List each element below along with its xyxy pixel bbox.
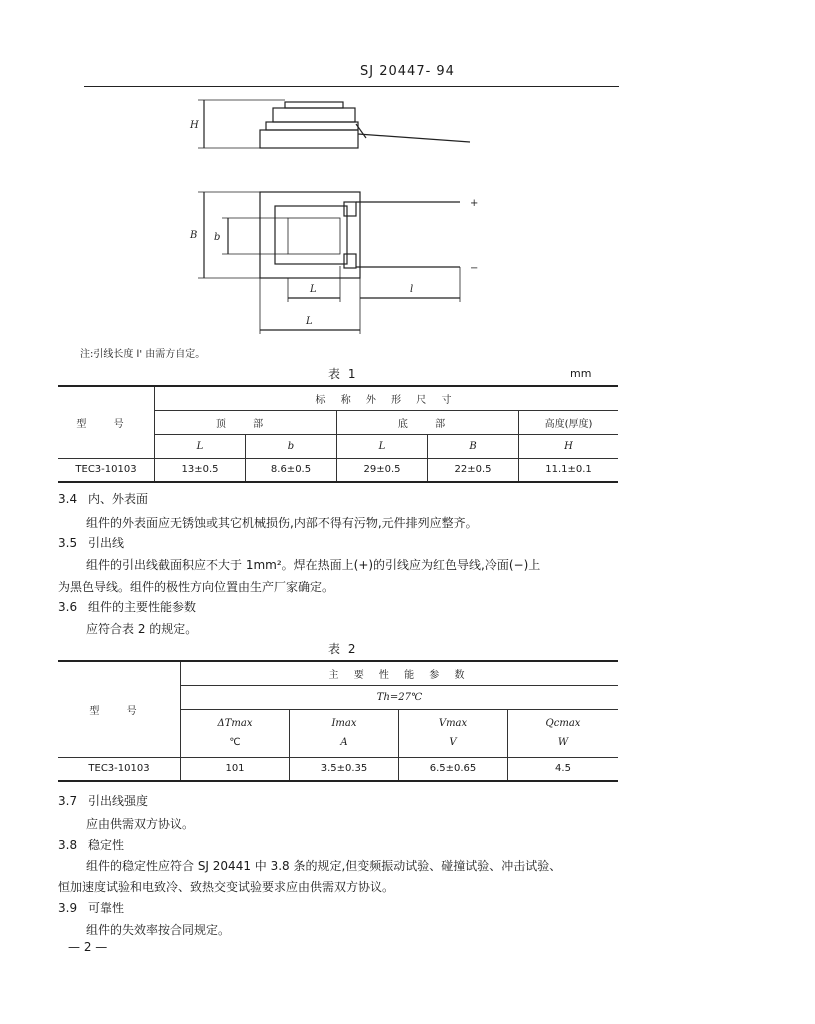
table1-sub-L-bottom: L bbox=[337, 434, 428, 458]
section-3-4-heading bbox=[58, 490, 148, 507]
section-3-8-text-line2: 恒加速度试验和电致冷、致热交变试验要求应由供需双方协议。 bbox=[58, 880, 395, 894]
table1-cell: 13±0.5 bbox=[155, 458, 246, 482]
label-L-top: L bbox=[310, 284, 317, 295]
table1-model: TEC3-10103 bbox=[58, 458, 155, 482]
label-B: B bbox=[190, 230, 198, 241]
table2-model: TEC3-10103 bbox=[58, 757, 181, 781]
table-row bbox=[58, 458, 618, 482]
section-number: 3.6 bbox=[58, 600, 78, 614]
table1-bottom-header: 底 部 bbox=[337, 410, 519, 434]
side-view-base bbox=[260, 130, 358, 148]
table1-group-header: 标 称 外 形 尺 寸 bbox=[155, 386, 619, 410]
section-title: 组件的主要性能参数 bbox=[88, 600, 197, 614]
table2-model-header: 型 号 bbox=[58, 661, 181, 757]
document-code: SJ 20447- 94 bbox=[360, 64, 455, 79]
table2-param-qcmax bbox=[508, 709, 619, 757]
section-3-9-heading bbox=[58, 899, 124, 916]
label-L-bottom: L bbox=[306, 316, 313, 327]
param-unit: W bbox=[557, 737, 569, 748]
label-plus: + bbox=[470, 198, 479, 209]
table2-caption: 表 2 bbox=[328, 642, 358, 656]
label-lead-length: l bbox=[410, 284, 414, 295]
param-name: Vmax bbox=[438, 718, 468, 729]
table1-sub-B: B bbox=[428, 434, 519, 458]
side-view-top-plate bbox=[285, 102, 343, 108]
section-title: 内、外表面 bbox=[88, 492, 149, 506]
section-title: 引出线 bbox=[88, 536, 125, 550]
section-3-8-heading bbox=[58, 836, 124, 853]
param-name: ΔTmax bbox=[217, 718, 253, 729]
section-3-9-text: 组件的失效率按合同规定。 bbox=[86, 923, 231, 937]
section-number: 3.4 bbox=[58, 492, 78, 506]
section-number: 3.5 bbox=[58, 536, 78, 550]
table1-unit: mm bbox=[570, 367, 592, 380]
param-name: Qcmax bbox=[545, 718, 581, 729]
section-number: 3.9 bbox=[58, 901, 78, 915]
section-title: 引出线强度 bbox=[88, 794, 149, 808]
section-number: 3.7 bbox=[58, 794, 78, 808]
table1-model-header: 型 号 bbox=[58, 386, 155, 458]
table2-cell: 101 bbox=[181, 757, 290, 781]
table1-cell: 11.1±0.1 bbox=[519, 458, 619, 482]
table2-cell: 6.5±0.65 bbox=[399, 757, 508, 781]
module-drawing bbox=[170, 90, 500, 340]
table1-cell: 29±0.5 bbox=[337, 458, 428, 482]
section-3-8-text-line1: 组件的稳定性应符合 SJ 20441 中 3.8 条的规定,但变频振动试验、碰撞试验、冲击试验、 bbox=[86, 859, 562, 873]
table1-cell: 8.6±0.5 bbox=[246, 458, 337, 482]
header-rule bbox=[84, 86, 619, 87]
table2-condition: Th=27℃ bbox=[181, 685, 619, 709]
label-b: b bbox=[214, 232, 221, 243]
table2 bbox=[58, 660, 618, 782]
table2-param-vmax bbox=[399, 709, 508, 757]
section-3-5-text-line1: 组件的引出线截面积应不大于 1mm²。焊在热面上(+)的引线应为红色导线,冷面(−)上 bbox=[86, 558, 541, 572]
section-number: 3.8 bbox=[58, 838, 78, 852]
table1-top-header: 顶 部 bbox=[155, 410, 337, 434]
section-3-4-text: 组件的外表面应无锈蚀或其它机械损伤,内部不得有污物,元件排列应整齐。 bbox=[86, 516, 478, 530]
table1-sub-H: H bbox=[519, 434, 619, 458]
section-3-5-text-line2: 为黑色导线。组件的极性方向位置由生产厂家确定。 bbox=[58, 580, 335, 594]
label-H: H bbox=[190, 120, 199, 131]
table1-height-header: 高度(厚度) bbox=[519, 410, 619, 434]
table2-cell: 4.5 bbox=[508, 757, 619, 781]
section-title: 可靠性 bbox=[88, 901, 125, 915]
table1-cell: 22±0.5 bbox=[428, 458, 519, 482]
table2-cell: 3.5±0.35 bbox=[290, 757, 399, 781]
section-title: 稳定性 bbox=[88, 838, 125, 852]
param-unit: ℃ bbox=[229, 737, 241, 748]
param-name: Imax bbox=[331, 718, 357, 729]
side-lead-wire bbox=[358, 134, 470, 142]
figure-note: 注:引线长度 l' 由需方自定。 bbox=[80, 349, 206, 360]
top-view-top-plate bbox=[275, 206, 347, 264]
table2-param-imax bbox=[290, 709, 399, 757]
table1 bbox=[58, 385, 618, 483]
section-3-6-text: 应符合表 2 的规定。 bbox=[86, 622, 198, 636]
table2-param-deltaT bbox=[181, 709, 290, 757]
param-unit: V bbox=[449, 737, 457, 748]
section-3-5-heading bbox=[58, 534, 124, 551]
table2-group-header: 主 要 性 能 参 数 bbox=[181, 661, 619, 685]
page-number: — 2 — bbox=[68, 940, 108, 954]
param-unit: A bbox=[340, 737, 348, 748]
table1-sub-b: b bbox=[246, 434, 337, 458]
table1-caption: 表 1 bbox=[328, 367, 358, 381]
table-row bbox=[58, 757, 618, 781]
section-3-7-heading bbox=[58, 792, 148, 809]
section-3-7-text: 应由供需双方协议。 bbox=[86, 817, 195, 831]
table1-sub-L-top: L bbox=[155, 434, 246, 458]
section-3-6-heading bbox=[58, 598, 196, 615]
label-minus: − bbox=[470, 263, 479, 274]
